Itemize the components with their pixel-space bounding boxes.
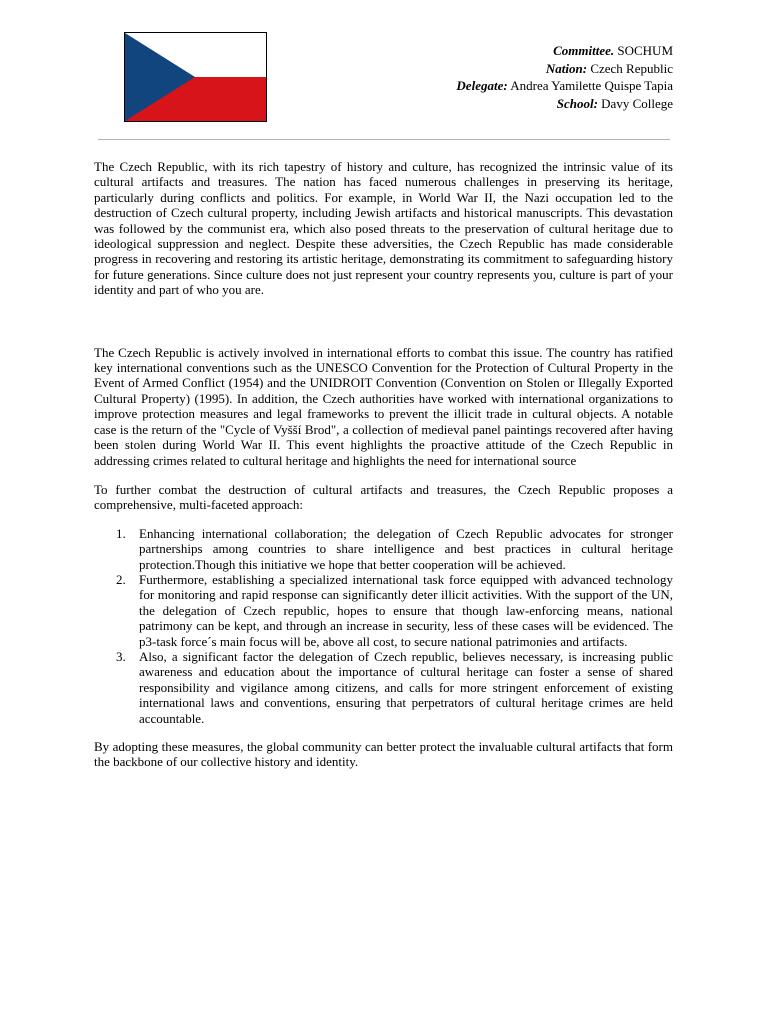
school-value: Davy College <box>601 95 673 111</box>
list-item <box>94 572 673 649</box>
proposals-list <box>94 526 673 726</box>
paragraph-proposal-intro: To further combat the destruction of cultural artifacts and treasures, the Czech Republic proposes a comprehensive, multi-faceted approach: <box>94 481 673 513</box>
list-item <box>94 526 673 572</box>
delegate-label: Delegate: <box>456 78 508 94</box>
delegation-info <box>456 42 673 112</box>
school-line <box>456 95 673 113</box>
paragraph-conclusion: By adopting these measures, the global community can better protect the invaluable cultural artifacts that form the backbone of our collective history and identity. <box>94 739 673 770</box>
list-item-number: 3. <box>116 648 126 664</box>
committee-label: Committee. <box>553 43 615 58</box>
header-divider <box>98 139 670 140</box>
paragraph-history: The Czech Republic, with its rich tapestry of history and culture, has recognized the intrinsic value of its cultural artifacts and treasures. The nation has faced numerous challenges in preserving its heritage, particularly during conflicts and politics. For example, in World War II, the Nazi occupation led to the destruction of Czech cultural property, including Jewish artifacts and historical manuscripts. This devastation was followed by the communist era, which also posed threats to the preservation of cultural heritage due to ideological suppression and neglect. Despite these adversities, the Czech Republic has made considerable progress in recovering and restoring its artistic heritage, demonstrating its commitment to safeguarding history for future generations. Since culture does not just represent your country represents you, culture is part of your identity and part of who you are. <box>94 159 673 298</box>
list-item-number: 1. <box>116 525 126 541</box>
czech-flag-icon <box>124 32 267 122</box>
list-item-number: 2. <box>116 571 126 587</box>
nation-value: Czech Republic <box>590 60 673 76</box>
list-item-text: Furthermore, establishing a specialized international task force equipped with advanced technology for monitoring and rapid response can significantly deter illicit activities. With the support of the UN, the delegation of Czech republic, hopes to ensure that though law-enforcing means, national patrimony can be kept, and through an increase in security, less of these cases will be evidenced. The p3-task force´s main focus will be, above all cost, to secure national patrimonies and artifacts. <box>139 571 673 649</box>
committee-line <box>456 42 673 60</box>
paragraph-international-efforts: The Czech Republic is actively involved in international efforts to combat this issue. The country has ratified key international conventions such as the UNESCO Convention for the Protection of Cultural Property in the Event of Armed Conflict (1954) and the UNIDROIT Convention (Convention on Stolen or Illegally Exported Cultural Property) (1995). In addition, the Czech authorities have worked with international organizations to improve protection measures and legal frameworks to prevent the illicit trade in cultural objects. A notable case is the return of the "Cycle of Vyšší Brod", a collection of medieval panel paintings recovered after having been stolen during World War II. This event highlights the proactive attitude of the Czech Republic in addressing crimes related to cultural heritage and highlights the need for international source <box>94 344 673 468</box>
delegate-line <box>456 77 673 95</box>
delegate-value: Andrea Yamilette Quispe Tapia <box>510 78 673 94</box>
list-item <box>94 649 673 726</box>
position-paper-body <box>94 159 673 770</box>
list-item-text: Also, a significant factor the delegation of Czech republic, believes necessary, is increasing public awareness and education about the importance of cultural heritage can foster a sense of shared responsibility and vigilance among citizens, and calls for more stringent enforcement of existing international laws and conventions, ensuring that perpetrators of cultural heritage crimes are held accountable. <box>139 648 673 726</box>
list-item-text: Enhancing international collaboration; the delegation of Czech Republic advocates for stronger partnerships among countries to share intelligence and best practices in cultural heritage protection.Though this initiative we hope that better cooperation will be achieved. <box>139 525 673 572</box>
nation-label: Nation: <box>545 60 588 76</box>
nation-line <box>456 60 673 78</box>
committee-value: SOCHUM <box>617 43 673 58</box>
school-label: School: <box>556 95 598 111</box>
